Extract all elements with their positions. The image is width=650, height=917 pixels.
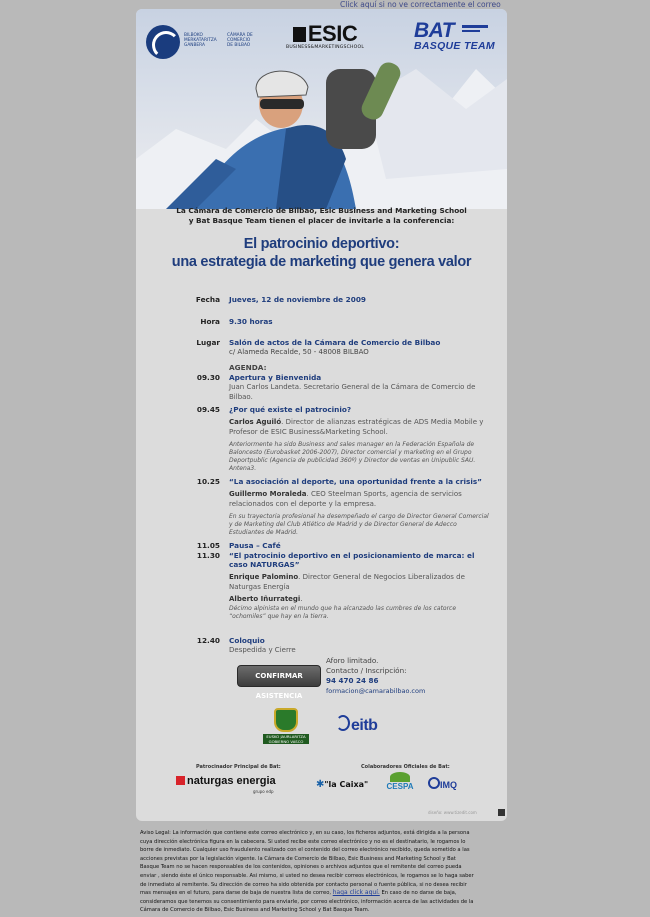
agenda-title: Pausa – Café	[229, 541, 281, 550]
place-value: Salón de actos de la Cámara de Comercio de Bilbao	[229, 338, 441, 347]
naturgas-mark-icon	[176, 776, 185, 785]
camara-logo-icon	[146, 25, 180, 59]
contact-info	[326, 656, 425, 696]
agenda-speaker: . Director de alianzas estratégicas de ADS Media Mobile y Profesor de ESIC Business&Marketing School.	[229, 418, 484, 436]
eitb-logo	[336, 715, 377, 735]
bat-basque-team-logo	[414, 21, 495, 52]
capacity-note: Aforo limitado.	[326, 656, 379, 665]
agenda-title: Apertura y Bienvenida	[229, 373, 322, 382]
legal-notice	[140, 829, 476, 915]
collaborators-label: Colaboradores Oficiales de Bat:	[361, 764, 450, 770]
grupo-edp-text: grupo edp	[253, 789, 274, 794]
agenda-speaker-name: Alberto Iñurrategi	[229, 595, 301, 603]
gobierno-vasco-shield-icon	[274, 708, 298, 732]
title-line-1: El patrocinio deportivo:	[243, 236, 400, 252]
agenda-bio: Anteriormente ha sido Business and sales manager en la Federación Española de Baloncesto (Eurobasket 2006-2007), Director comercial y marketing en el Grupo Deportpublic (Agencia de publicidad 360º) y Director de ventas en Unipublic SAU. Antena3.	[229, 441, 476, 472]
intro-line-1: La Cámara de Comercio de Bilbao, Esic Business and Marketing School	[176, 206, 467, 215]
cespa-mark-icon	[390, 772, 410, 782]
design-credit: diseño: www.tizedit.com	[428, 810, 477, 815]
naturgas-logo	[176, 775, 276, 787]
agenda-title: ¿Por qué existe el patrocinio?	[229, 405, 352, 414]
time-label: Hora	[200, 317, 220, 326]
agenda-speaker-name: Enrique Palomino	[229, 573, 299, 581]
view-online-link[interactable]: Click aquí si no ve correctamente el correo	[340, 0, 501, 9]
la-caixa-logo	[316, 779, 368, 790]
contact-phone: 94 470 24 86	[326, 676, 379, 685]
eitb-mark-icon	[336, 715, 350, 731]
esic-logo	[286, 23, 364, 50]
agenda-time: 11.05	[196, 541, 220, 550]
camara-logo-text-eu: BILBOKO MERKATARITZA GANBERA	[184, 33, 217, 48]
esic-logo-subtitle: BUSINESS&MARKETINGSCHOOL	[286, 45, 365, 50]
agenda-time: 09.30	[196, 373, 220, 382]
gobierno-vasco-text: EUSKO JAURLARITZA GOBIERNO VASCO	[263, 734, 309, 744]
agenda-speaker: .	[300, 595, 303, 603]
eitb-logo-text: eitb	[351, 717, 378, 734]
bat-bars-icon	[462, 25, 488, 34]
cespa-logo	[380, 772, 420, 796]
legal-text-2: En caso de no darse de baja, consideramos que tenemos su consentimiento para enviarle, por correo electrónico, información acerca de las actividades de la Cámara de Comercio de Bilbao, Esic Business and Marketing School y Bat Basque Team.	[140, 890, 474, 914]
intro-text	[136, 206, 507, 226]
agenda-speaker: . CEO Steelman Sports, agencia de servicios relacionados con el deporte y la empresa.	[229, 490, 462, 508]
date-value: Jueves, 12 de noviembre de 2009	[229, 295, 366, 304]
unsubscribe-link[interactable]: haga click aquí.	[332, 889, 380, 897]
agenda-time: 10.25	[196, 477, 220, 486]
place-label: Lugar	[196, 338, 220, 347]
agenda-speaker: Juan Carlos Landeta. Secretario General de la Cámara de Comercio de Bilbao.	[229, 383, 476, 401]
agenda-speaker-name: Carlos Aguiló	[229, 418, 282, 426]
gobierno-vasco-logo	[263, 708, 309, 742]
agenda-time: 11.30	[196, 551, 220, 560]
la-caixa-logo-text: "la Caixa"	[324, 780, 369, 789]
camara-logo-text-es: CÁMARA DE COMERCIO DE BILBAO	[227, 33, 253, 48]
cespa-logo-text: CESPA	[386, 782, 414, 791]
intro-line-2: y Bat Basque Team tienen el placer de invitarle a la conferencia:	[188, 216, 455, 225]
agenda-time: 09.45	[196, 405, 220, 414]
invitation-card	[136, 9, 507, 821]
confirm-attendance-button[interactable]: CONFIRMAR ASISTENCIA	[237, 665, 321, 687]
date-label: Fecha	[195, 295, 220, 304]
contact-label: Contacto / Inscripción:	[326, 666, 407, 675]
agenda-title: “La asociación al deporte, una oportunidad frente a la crisis”	[229, 477, 482, 486]
la-caixa-star-icon: ✱	[316, 779, 325, 790]
agenda-bio: Décimo alpinista en el mundo que ha alcanzado las cumbres de los catorce “ochomiles” que hay en la tierra.	[229, 605, 457, 620]
agenda-speaker-name: Guillermo Moraleda	[229, 490, 307, 498]
header-logos	[136, 17, 507, 67]
legal-text-1: Aviso Legal: La información que contiene este correo electrónico y, en su caso, los ficheros adjuntos, está dirigida a la persona cuya dirección electrónica figura en la cabecera. Si usted recibe este correo electrónico y no es el destinatario, le rogamos lo borre de inmediato. Cualquier uso fraudulento realizado con el contenido del correo electrónico recibido, queda sometido a las acciones previstas por la legislación vigente. la Cámara de Comercio de Bilbao, Esic Business and Marketing School y Bat Basque Team no se hacen responsables de los contenidos, opiniones o archivos adjuntos que el remitente del correo pueda enviar , siendo éste el único responsable. Asi mismo, si usted no desea recibir correos electrónicos, le rogamos se lo haga saber de inmediato al remitente. Su dirección de correo ha sido obtenida por contacto personal o fuente pública, si no desea recibir mas mensajes en el futuro, para darse de baja de nuestra lista de correo,	[140, 830, 474, 897]
bat-logo-text: BAT	[414, 19, 455, 42]
bat-logo-subtitle: BASQUE TEAM	[414, 40, 495, 52]
conference-title	[136, 235, 507, 271]
corner-icon	[498, 809, 505, 816]
place-address: c/ Alameda Recalde, 50 - 48008 BILBAO	[229, 348, 369, 356]
agenda-bio: En su trayectoria profesional ha desempeñado el cargo de Director General Comercial y de Marketing del Club Atlético de Madrid y de Director General de Adecco Estudiantes de Madrid.	[229, 513, 489, 536]
main-sponsor-label: Patrocinador Principal de Bat:	[196, 764, 281, 770]
agenda-title: “El patrocinio deportivo en el posicionamiento de marca: el caso NATURGAS”	[229, 551, 475, 569]
title-line-2: una estrategia de marketing que genera valor	[171, 254, 472, 270]
esic-logo-text: ESIC	[307, 21, 358, 46]
contact-email-link[interactable]: formacion@camarabilbao.com	[326, 687, 426, 695]
agenda-heading: AGENDA:	[229, 363, 267, 372]
agenda-title: Coloquio	[229, 636, 265, 645]
imq-logo	[428, 777, 457, 790]
agenda-time: 12.40	[196, 636, 220, 645]
imq-logo-text: IMQ	[440, 780, 457, 790]
imq-mark-icon	[428, 777, 440, 789]
agenda-speaker: Despedida y Cierre	[229, 646, 296, 654]
esic-mark-icon	[293, 27, 306, 42]
naturgas-logo-text: naturgas energia	[187, 775, 276, 787]
time-value: 9.30 horas	[229, 317, 273, 326]
agenda-speaker: . Director General de Negocios Liberalizados de Naturgas Energía	[229, 573, 465, 591]
